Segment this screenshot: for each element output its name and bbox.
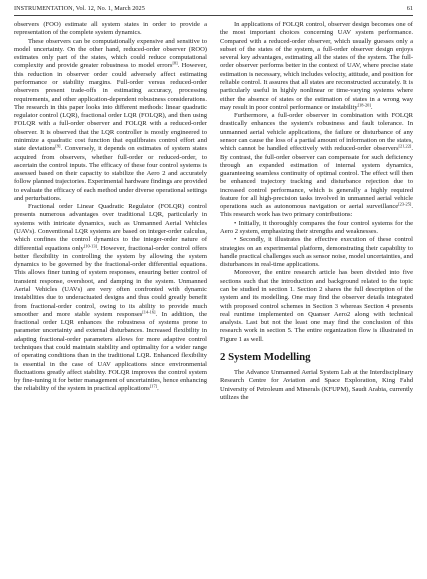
section-heading: 2 System Modelling <box>220 350 311 363</box>
header-rule <box>14 15 413 16</box>
paragraph: The Advance Unmanned Aerial System Lab at the Interdisciplinary Research Centre for Aviation and Space Exploration, King Fahd University of Petroleum and Minerals (KFUPM), Saudi Arabia, currently utilizes the <box>220 368 413 401</box>
citation[interactable]: [23-25] <box>398 201 412 207</box>
contribution-item: • Secondly, it illustrates the effective execution of these control strategies on an experimental platform, demonstrating their capability to handle practical challenges such as sensor noise, model uncertainties, and disturbances in real-time applications. <box>220 236 413 269</box>
paragraph: Furthermore, a full-order observer in combination with FOLQR drastically enhances the system's robustness and fault tolerance. In unmanned aerial vehicle applications, the failure or disturbance of any sensor can cause the loss of a partial amount of information on the states, which cannot be handled effectively with reduced-order observers[21,22]. By contrast, the full-order observer can compensate for such deficiency through an expanded estimation of internal system dynamics, guaranteeing seamless continuity of optimal control. The effect will then be enhanced trajectory tracking and disturbance rejection due to increased control performance, which is generally a highly required feature for all high-precision tasks involved in unmanned aerial vehicle operations such as autonomous navigation or aerial surveillance[23-25]. This research work has two primary contributions: <box>220 112 413 219</box>
page-number: 61 <box>406 5 413 12</box>
paragraph: Fractional order Linear Quadratic Regulator (FOLQR) control presents numerous advantages over traditional LQR, particularly in systems with intricate dynamics, such as Unmanned Aerial Vehicles (UAVs). Conventional LQR systems are based on integer-order calculus, which confines the control dynamics to the integer-order nature of differential equations only[10-13]. However, fractional-order control offers better flexibility in controlling the system by allowing the system dynamics to be governed by the fractional-order differential equations. This allows finer tuning of system responses, ensuring better control of transient response, overshoot, and damping in the system. Unmanned Aerial Vehicles (UAVs) are very often confronted with dynamic instabilities due to underactuated designs and thus could greatly benefit from fractional-order control, owing to its ability to provide much smoother and more stable system responses[14-16]. In addition, the fractional order LQR enhances the robustness of systems prone to parameter uncertainty and external disturbances. Increased flexibility in adapting fractional-order parameters allows for more adaptive control techniques that could maintain stability and optimality for a wider range of operating conditions than in the traditional LQR. Enhanced flexibility is essential in the case of UAV applications since environmental fluctuations greatly affect stability. FOLQR improves the control system by fine-tuning it for better management of uncertainties, hence enhancing the reliability of the system in practical applications[17]. <box>14 203 207 393</box>
citation[interactable]: [17] <box>149 383 158 389</box>
journal-citation: INSTRUMENTATION, Vol. 12, No. 1, March 2025 <box>14 5 145 12</box>
left-column <box>14 21 207 394</box>
citation[interactable]: [14-16] <box>142 309 156 315</box>
citation[interactable]: [10-13] <box>83 243 97 249</box>
citation[interactable]: [18-20] <box>357 102 371 108</box>
paragraph: observers (FOO) estimate all system states in order to provide a representation of the complete system dynamics. <box>14 21 207 37</box>
right-column <box>220 21 413 402</box>
running-header <box>14 5 413 12</box>
paragraph: Moreover, the entire research article has been divided into five sections such that the introduction and background related to the topic can be studied in section 1. Section 2 shares the full description of the system and its modelling. One may find the observer details integrated with proposed control schemes in Section 3 whereas Section 4 presents real runtime implemented on Quanser Aero2 along with technical analysis. Last but not the least one may find the conclusion of this research work in section 5. The entire organization flow is illustrated in Figure 1 as well. <box>220 269 413 343</box>
citation[interactable]: [9] <box>55 143 61 149</box>
citation[interactable]: [8] <box>172 61 178 67</box>
contribution-item: • Initially, it thoroughly compares the four control systems for the Aero 2 system, emphasizing their strengths and weaknesses. <box>220 219 413 236</box>
citation[interactable]: [21,22] <box>398 143 412 149</box>
paragraph: These observers can be computationally expensive and sensitive to model uncertainty. On the other hand, reduced-order observer (ROO) estimates only part of the states, which could reduce computational complexity and provide greater robustness to model errors[8]. However, this reduction in observer order could adversely affect estimating performance or stability margins. Full-order versus reduced-order observers present trade-offs in estimating accuracy, processing requirements, and other application-dependent robustness considerations. The research in this paper looks into different methods: linear quadratic regulator control (LQR), fractional order LQR (FOLQR), and then using FOLQR with a full-order observer and FOLQR with a reduced-order observer. It is observed that the LQR controller is mostly engineered to minimize a quadratic cost function that equilibrates control effort and state deviations[9]. Conversely, it depends on estimates of system states acquired from observers, whether full-order or reduced-order, to ascertain the control inputs. The efficacy of these four control systems is assessed based on their capacity to stabilize the Aero 2 and accurately follow planned trajectories. Experimental hardware findings are provided to evaluate the efficacy of each method under diverse operational settings and perturbations. <box>14 37 208 202</box>
paragraph: In applications of FOLQR control, observer design becomes one of the most important choices concerning UAV system performance. Compared with a reduced-order observer, which usually guesses only a subset of the states of the system, a full-order observer design enjoys several key advantages, estimating all the states of the system. The full-order observer performs better in the context of UAV, where precise state estimation is necessary, which includes velocity, attitude, and position for reliable control. It assures that all states are reconstructed accurately. It is particularly useful in highly nonlinear or time-varying systems where either the absence of states or the estimation of states in a wrong way may result in poor control performance or instability[18-20]. <box>220 21 413 111</box>
